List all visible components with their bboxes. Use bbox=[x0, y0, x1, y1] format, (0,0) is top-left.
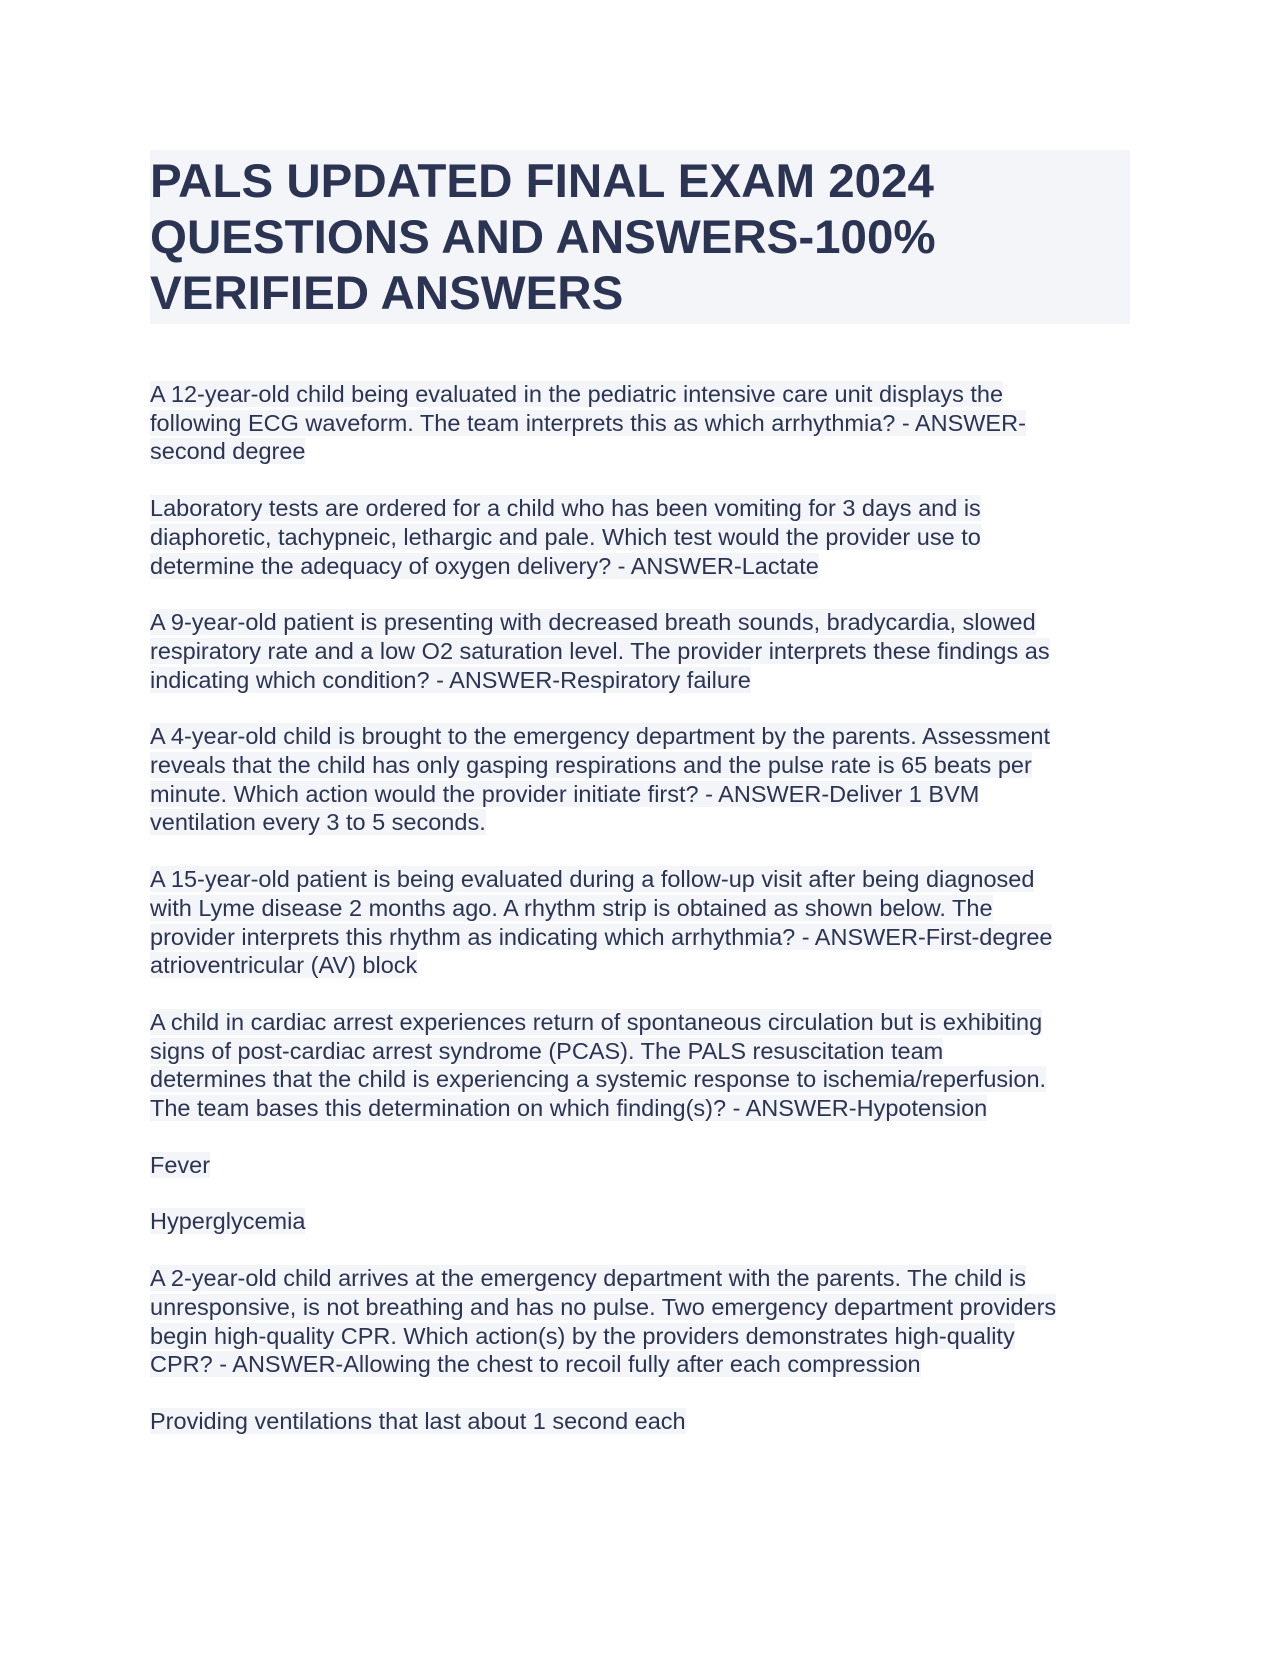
text-line: unresponsive, is not breathing and has no pulse. Two emergency department providers bbox=[150, 1293, 1057, 1320]
text-line: second degree bbox=[150, 438, 306, 465]
text-line: indicating which condition? - ANSWER-Respiratory failure bbox=[150, 666, 751, 693]
text-line: A 12-year-old child being evaluated in the pediatric intensive care unit displays the bbox=[150, 381, 1004, 407]
text-line: A 15-year-old patient is being evaluated during a follow-up visit after being diagnosed bbox=[150, 866, 1035, 893]
text-line: CPR? - ANSWER-Allowing the chest to recoil fully after each compression bbox=[150, 1351, 921, 1378]
text-line: Hyperglycemia bbox=[150, 1208, 306, 1235]
text-line: Fever bbox=[150, 1151, 211, 1178]
text-line: The team bases this determination on which finding(s)? - ANSWER-Hypotension bbox=[150, 1095, 988, 1122]
question-answer-paragraph bbox=[150, 1008, 1130, 1123]
title-line: QUESTIONS AND ANSWERS-100% bbox=[150, 211, 936, 264]
answer-continuation-paragraph bbox=[150, 1407, 1130, 1436]
question-answer-paragraph bbox=[150, 865, 1130, 980]
document-page bbox=[150, 150, 1130, 1464]
text-line: provider interprets this rhythm as indicating which arrhythmia? - ANSWER-First-degree bbox=[150, 923, 1053, 950]
title-line: PALS UPDATED FINAL EXAM 2024 bbox=[150, 155, 934, 208]
text-line: minute. Which action would the provider initiate first? - ANSWER-Deliver 1 BVM bbox=[150, 780, 980, 807]
question-answer-paragraph bbox=[150, 1264, 1130, 1379]
document-body bbox=[150, 380, 1130, 1436]
question-answer-paragraph bbox=[150, 722, 1130, 837]
question-answer-paragraph bbox=[150, 494, 1130, 580]
text-line: atrioventricular (AV) block bbox=[150, 952, 418, 979]
text-line: reveals that the child has only gasping respirations and the pulse rate is 65 beats per bbox=[150, 752, 1032, 779]
text-line: determine the adequacy of oxygen delivery? - ANSWER-Lactate bbox=[150, 552, 819, 579]
document-title bbox=[150, 150, 1130, 324]
answer-continuation-paragraph bbox=[150, 1207, 1130, 1236]
text-line: Providing ventilations that last about 1 second each bbox=[150, 1407, 686, 1434]
text-line: A 9-year-old patient is presenting with decreased breath sounds, bradycardia, slowed bbox=[150, 609, 1036, 636]
text-line: A child in cardiac arrest experiences return of spontaneous circulation but is exhibiting bbox=[150, 1008, 1043, 1035]
text-line: Laboratory tests are ordered for a child who has been vomiting for 3 days and is bbox=[150, 495, 981, 522]
text-line: begin high-quality CPR. Which action(s) by the providers demonstrates high-quality bbox=[150, 1322, 1015, 1349]
answer-continuation-paragraph bbox=[150, 1151, 1130, 1180]
title-line: VERIFIED ANSWERS bbox=[150, 267, 624, 320]
text-line: ventilation every 3 to 5 seconds. bbox=[150, 809, 486, 836]
text-line: A 4-year-old child is brought to the emergency department by the parents. Assessment bbox=[150, 723, 1051, 750]
text-line: diaphoretic, tachypneic, lethargic and pale. Which test would the provider use to bbox=[150, 523, 981, 550]
text-line: signs of post-cardiac arrest syndrome (PCAS). The PALS resuscitation team bbox=[150, 1037, 944, 1064]
text-line: following ECG waveform. The team interprets this as which arrhythmia? - ANSWER- bbox=[150, 409, 1026, 436]
text-line: respiratory rate and a low O2 saturation level. The provider interprets these findings as bbox=[150, 637, 1050, 664]
text-line: determines that the child is experiencing a systemic response to ischemia/reperfusion. bbox=[150, 1066, 1047, 1093]
question-answer-paragraph bbox=[150, 608, 1130, 694]
text-line: with Lyme disease 2 months ago. A rhythm strip is obtained as shown below. The bbox=[150, 894, 993, 921]
text-line: A 2-year-old child arrives at the emergency department with the parents. The child is bbox=[150, 1265, 1027, 1292]
question-answer-paragraph bbox=[150, 380, 1130, 466]
